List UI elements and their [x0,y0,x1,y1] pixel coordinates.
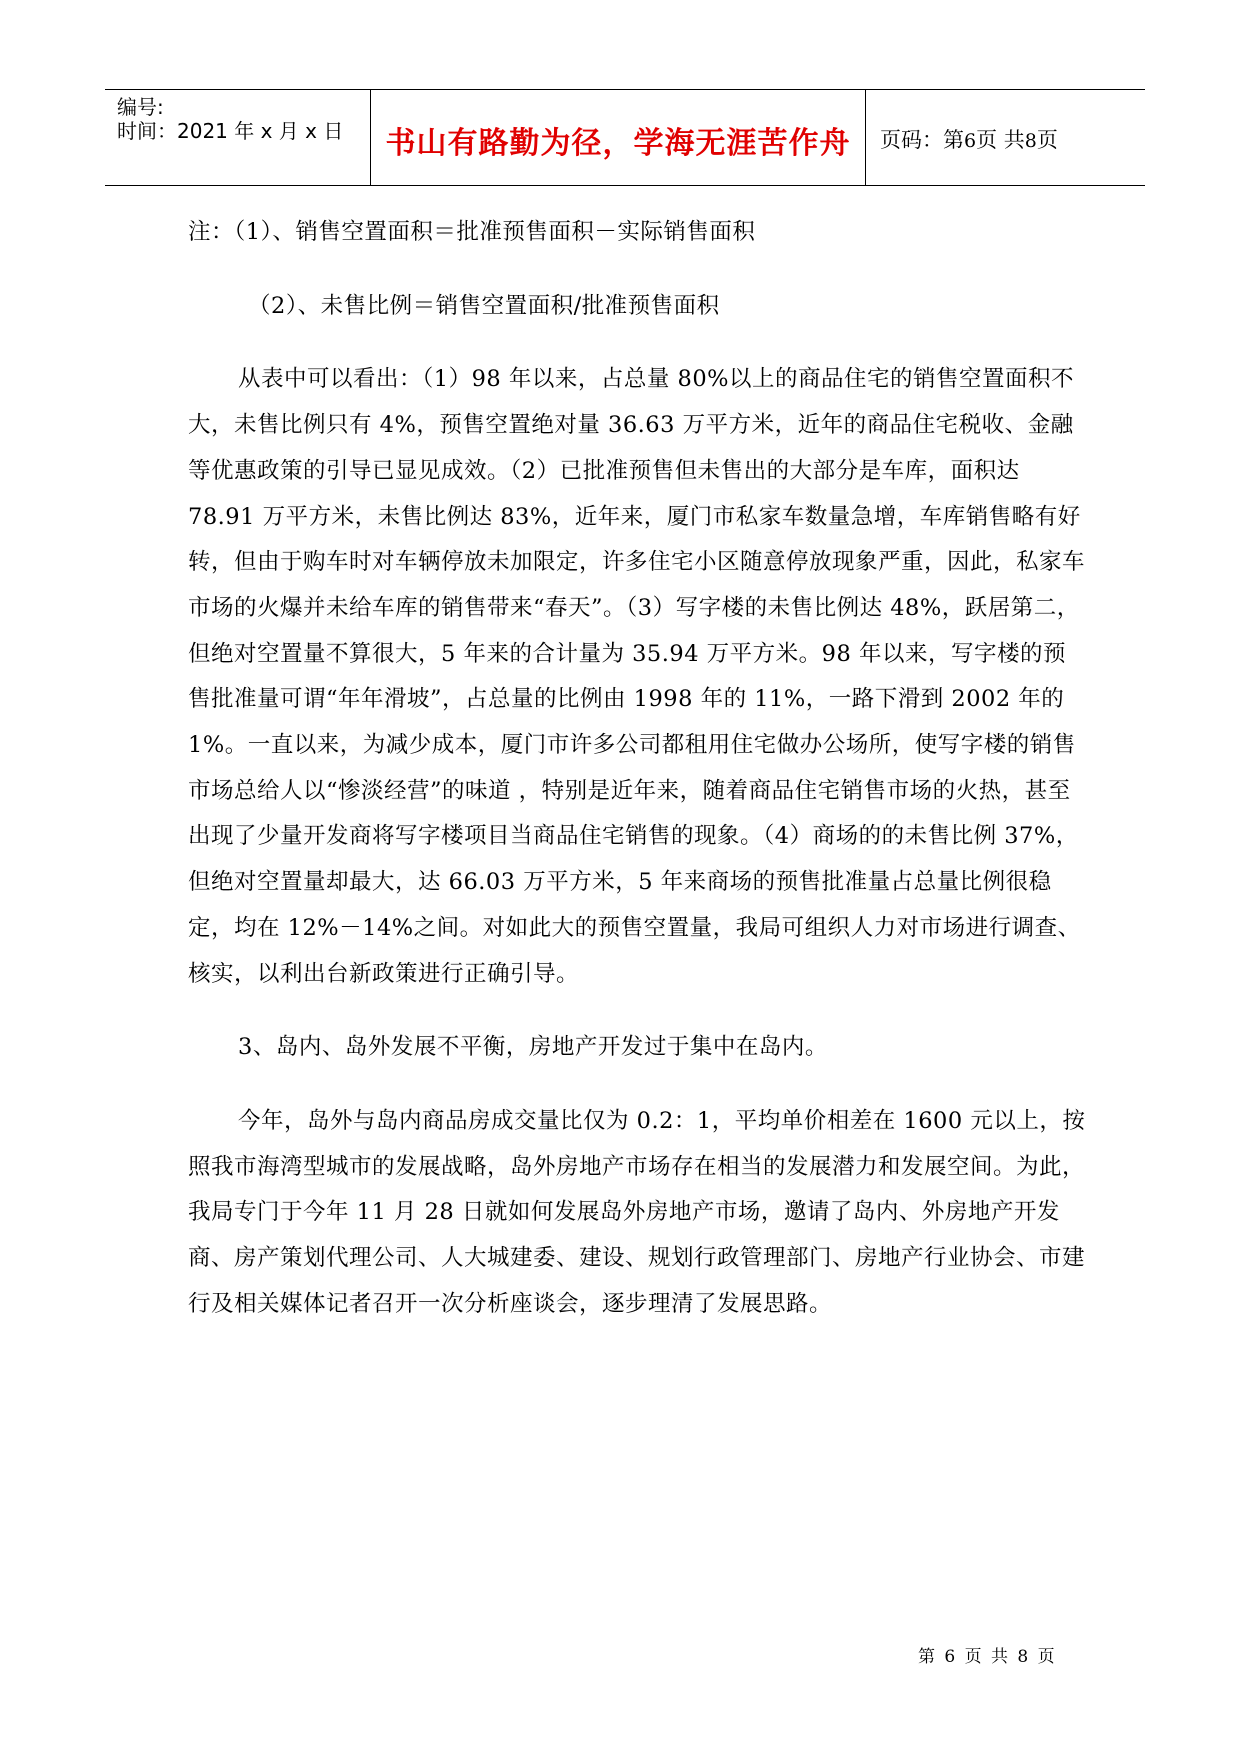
analysis-paragraph: 从表中可以看出：（1）98 年以来，占总量 80%以上的商品住宅的销售空置面积不大，未售比例只有 4%，预售空置绝对量 36.63 万平方米，近年的商品住宅税收、金融等优惠政策的引导已显见成效。（2）已批准预售但未售出的大部分是车库，面积达 78.91 万平方米，未售比例达 83%，近年来，厦门市私家车数量急增，车库销售略有好转，但由于购车时对车辆停放未加限定，许多住宅小区随意停放现象严重，因此，私家车市场的火爆并未给车库的销售带来“春天”。（3）写字楼的未售比例达 48%，跃居第二，但绝对空置量不算很大，5 年来的合计量为 35.94 万平方米。98 年以来，写字楼的预售批准量可谓“年年滑坡”，占总量的比例由 1998 年的 11%，一路下滑到 2002 年的 1%。一直以来，为减少成本，厦门市许多公司都租用住宅做办公场所，使写字楼的销售市场总给人以“惨淡经营”的味道 ，特别是近年来，随着商品住宅销售市场的火热，甚至出现了少量开发商将写字楼项目当商品住宅销售的现象。（4）商场的的未售比例 37%，但绝对空置量却最大，达 66.03 万平方米，5 年来商场的预售批准量占总量比例很稳定，均在 12%－14%之间。对如此大的预售空置量，我局可组织人力对市场进行调查、核实，以利出台新政策进行正确引导。 [188,366,1086,987]
document-number-label: 编号: [117,95,164,119]
page-current: 6 [964,130,977,152]
note-formula-1: 注：（1）、销售空置面积＝批准预售面积－实际销售面积 [188,219,756,245]
document-body [188,210,1088,1327]
page-footer: 第 6 页 共 8 页 [918,1647,1057,1667]
page-total: 8 [1024,130,1037,152]
header-motto-cell [371,90,866,185]
page-mid: 页 共 [976,128,1025,152]
header-page-cell [866,90,1145,185]
island-paragraph: 今年，岛外与岛内商品房成交量比仅为 0.2：1，平均单价相差在 1600 元以上，按照我市海湾型城市的发展战略，岛外房地产市场存在相当的发展潜力和发展空间。为此，我局专门于今年 11 月 28 日就如何发展岛外房地产市场，邀请了岛内、外房地产开发商、房产策划代理公司、人大城建委、建设、规划行政管理部门、房地产行业协会、市建行及相关媒体记者召开一次分析座谈会，逐步理清了发展思路。 [188,1107,1086,1317]
note-formula-2: （2）、未售比例＝销售空置面积/批准预售面积 [248,292,720,319]
header-page-info [880,124,1058,154]
page-prefix: 页码：第 [880,128,964,152]
page-suffix: 页 [1036,128,1058,152]
page-header [105,89,1145,186]
document-time-label: 时间：2021 年 x 月 x 日 [117,119,344,143]
header-info-cell [105,90,371,185]
section-heading-3: 3、岛内、岛外发展不平衡，房地产开发过于集中在岛内。 [238,1034,828,1061]
header-motto: 书山有路勤为径，学海无涯苦作舟 [385,126,851,161]
